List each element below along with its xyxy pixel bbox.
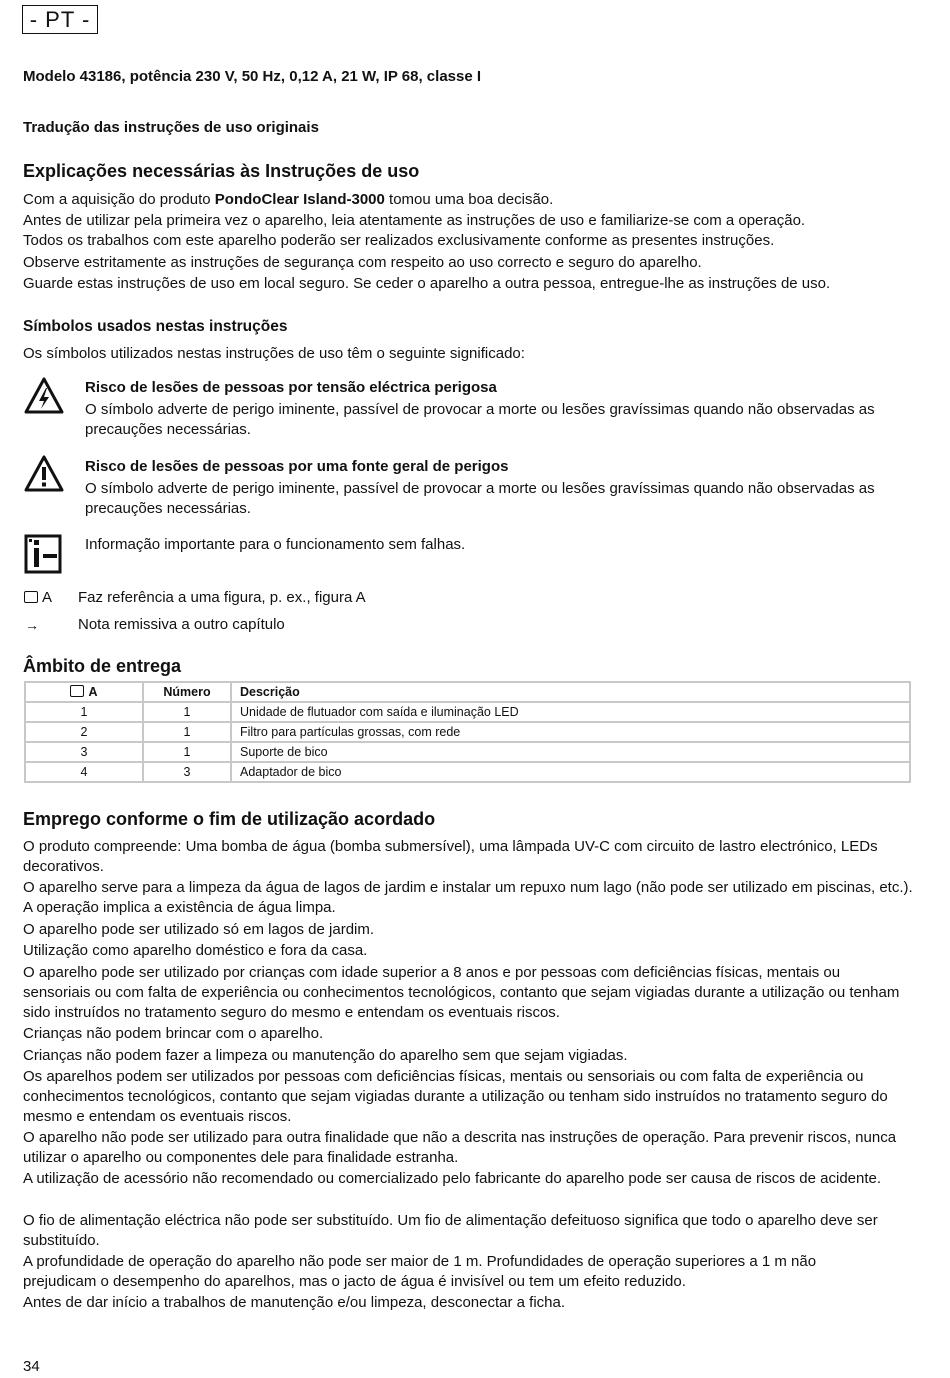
general-hazard-title: Risco de lesões de pessoas por uma fonte geral de perigos	[85, 458, 509, 475]
figure-ref-text: Faz referência a uma figura, p. ex., figura A	[78, 589, 366, 606]
scope-heading: Âmbito de entrega	[23, 656, 182, 676]
usage-paragraph: O aparelho não pode ser utilizado para outra finalidade que não a descrita nas instruções de operação. Para prevenir riscos, nunca utilizar o aparelho ou componentes dele para finalidade estranha.	[23, 1129, 897, 1166]
usage-paragraph: Utilização como aparelho doméstico e fora da casa.	[23, 942, 368, 959]
model-line: Modelo 43186, potência 230 V, 50 Hz, 0,12 A, 21 W, IP 68, classe I	[23, 68, 482, 85]
figure-icon	[24, 591, 38, 603]
number-cell: 1	[143, 742, 231, 762]
number-cell: 1	[143, 722, 231, 742]
electric-hazard-icon	[24, 377, 64, 415]
table-row	[25, 762, 910, 782]
explanations-heading: Explicações necessárias às Instruções de uso	[23, 161, 420, 181]
usage-paragraph: A profundidade de operação do aparelho não pode ser maior de 1 m. Profundidades de operação superiores a 1 m não prejudicam o desempenho do aparelhos, mas o jacto de água é invisível ou tem um efeito reduzido.	[23, 1253, 817, 1290]
general-hazard-text: O símbolo adverte de perigo iminente, passível de provocar a morte ou lesões gravíssimas quando não observadas as precauções necessárias.	[85, 480, 875, 517]
general-hazard-icon	[24, 455, 64, 493]
usage-paragraph: O aparelho pode ser utilizado só em lagos de jardim.	[23, 921, 375, 938]
figure-cell: 1	[25, 702, 143, 722]
intro-paragraph	[23, 190, 913, 210]
scope-table	[24, 681, 911, 783]
figure-cell: 2	[25, 722, 143, 742]
symbols-intro: Os símbolos utilizados nestas instruções de uso têm o seguinte significado:	[23, 345, 525, 362]
figure-cell: 3	[25, 742, 143, 762]
description-cell: Adaptador de bico	[231, 762, 910, 782]
figure-column-header: A	[25, 682, 143, 702]
electric-hazard-title: Risco de lesões de pessoas por tensão eléctrica perigosa	[85, 379, 497, 396]
electric-hazard-text: O símbolo adverte de perigo iminente, passível de provocar a morte ou lesões gravíssimas quando não observadas as precauções necessárias.	[85, 401, 875, 438]
number-cell: 3	[143, 762, 231, 782]
product-name: PondoClear Island-3000	[214, 191, 385, 208]
explanations-paragraph: Todos os trabalhos com este aparelho poderão ser realizados exclusivamente conforme as presentes instruções.	[23, 232, 775, 249]
figure-ref-marker: A	[24, 588, 52, 608]
explanations-paragraph: Guarde estas instruções de uso em local seguro. Se ceder o aparelho a outra pessoa, entregue-lhe as instruções de uso.	[23, 275, 831, 292]
translation-note: Tradução das instruções de uso originais	[23, 119, 319, 136]
description-cell: Unidade de flutuador com saída e iluminação LED	[231, 702, 910, 722]
language-tag: - PT -	[22, 5, 98, 34]
info-icon	[24, 534, 62, 574]
usage-paragraph: O aparelho serve para a limpeza da água de lagos de jardim e instalar um repuxo num lago (não pode ser utilizado em piscinas, etc.). A operação implica a existência de água limpa.	[23, 879, 913, 916]
symbols-heading: Símbolos usados nestas instruções	[23, 318, 288, 335]
usage-paragraph: O aparelho pode ser utilizado por crianças com idade superior a 8 anos e por pessoas com deficiências físicas, mentais ou sensoriais ou com falta de experiência ou conhecimentos tecnológicos, contanto que sejam vigiadas durante a utilização ou tenham sido instruídos no tratamento seguro do mesmo e entendam os eventuais riscos.	[23, 964, 900, 1021]
usage-paragraph: O produto compreende: Uma bomba de água (bomba submersível), uma lâmpada UV-C com circuito de lastro electrónico, LEDs decorativos.	[23, 838, 878, 875]
usage-paragraph: Os aparelhos podem ser utilizados por pessoas com deficiências físicas, mentais ou sensoriais ou com falta de experiência ou conhecimentos tecnológicos, contanto que sejam vigiadas durante a utilização ou tenham sido instruídos no tratamento seguro do mesmo e entendam os eventuais riscos.	[23, 1068, 888, 1125]
table-row	[25, 722, 910, 742]
usage-paragraph: A utilização de acessório não recomendado ou comercializado pelo fabricante do aparelho pode ser causa de riscos de acidente.	[23, 1170, 882, 1187]
page-number: 34	[23, 1358, 40, 1375]
figure-icon	[70, 685, 84, 697]
explanations-paragraph: Antes de utilizar pela primeira vez o aparelho, leia atentamente as instruções de uso e familiarize-se com a operação.	[23, 212, 806, 229]
intro-prefix: Com a aquisição do produto	[23, 191, 215, 208]
info-text: Informação importante para o funcionamento sem falhas.	[85, 536, 466, 553]
table-row	[25, 742, 910, 762]
usage-paragraph: O fio de alimentação eléctrica não pode ser substituído. Um fio de alimentação defeituoso significa que todo o aparelho deve ser substituído.	[23, 1212, 878, 1249]
description-cell: Suporte de bico	[231, 742, 910, 762]
arrow-right-icon: →	[25, 617, 39, 633]
explanations-paragraph: Observe estritamente as instruções de segurança com respeito ao uso correcto e seguro do aparelho.	[23, 254, 702, 271]
table-header-row	[25, 682, 910, 702]
usage-heading: Emprego conforme o fim de utilização acordado	[23, 809, 436, 829]
number-column-header: Número	[143, 682, 231, 702]
table-row	[25, 702, 910, 722]
intro-suffix: tomou uma boa decisão.	[384, 191, 554, 208]
description-cell: Filtro para partículas grossas, com rede	[231, 722, 910, 742]
usage-paragraph: Crianças não podem fazer a limpeza ou manutenção do aparelho sem que sejam vigiadas.	[23, 1047, 628, 1064]
number-cell: 1	[143, 702, 231, 722]
usage-paragraph: Antes de dar início a trabalhos de manutenção e/ou limpeza, desconectar a ficha.	[23, 1294, 565, 1311]
cross-ref-text: Nota remissiva a outro capítulo	[78, 616, 285, 633]
usage-paragraph: Crianças não podem brincar com o aparelho.	[23, 1025, 324, 1042]
description-column-header: Descrição	[231, 682, 910, 702]
figure-cell: 4	[25, 762, 143, 782]
